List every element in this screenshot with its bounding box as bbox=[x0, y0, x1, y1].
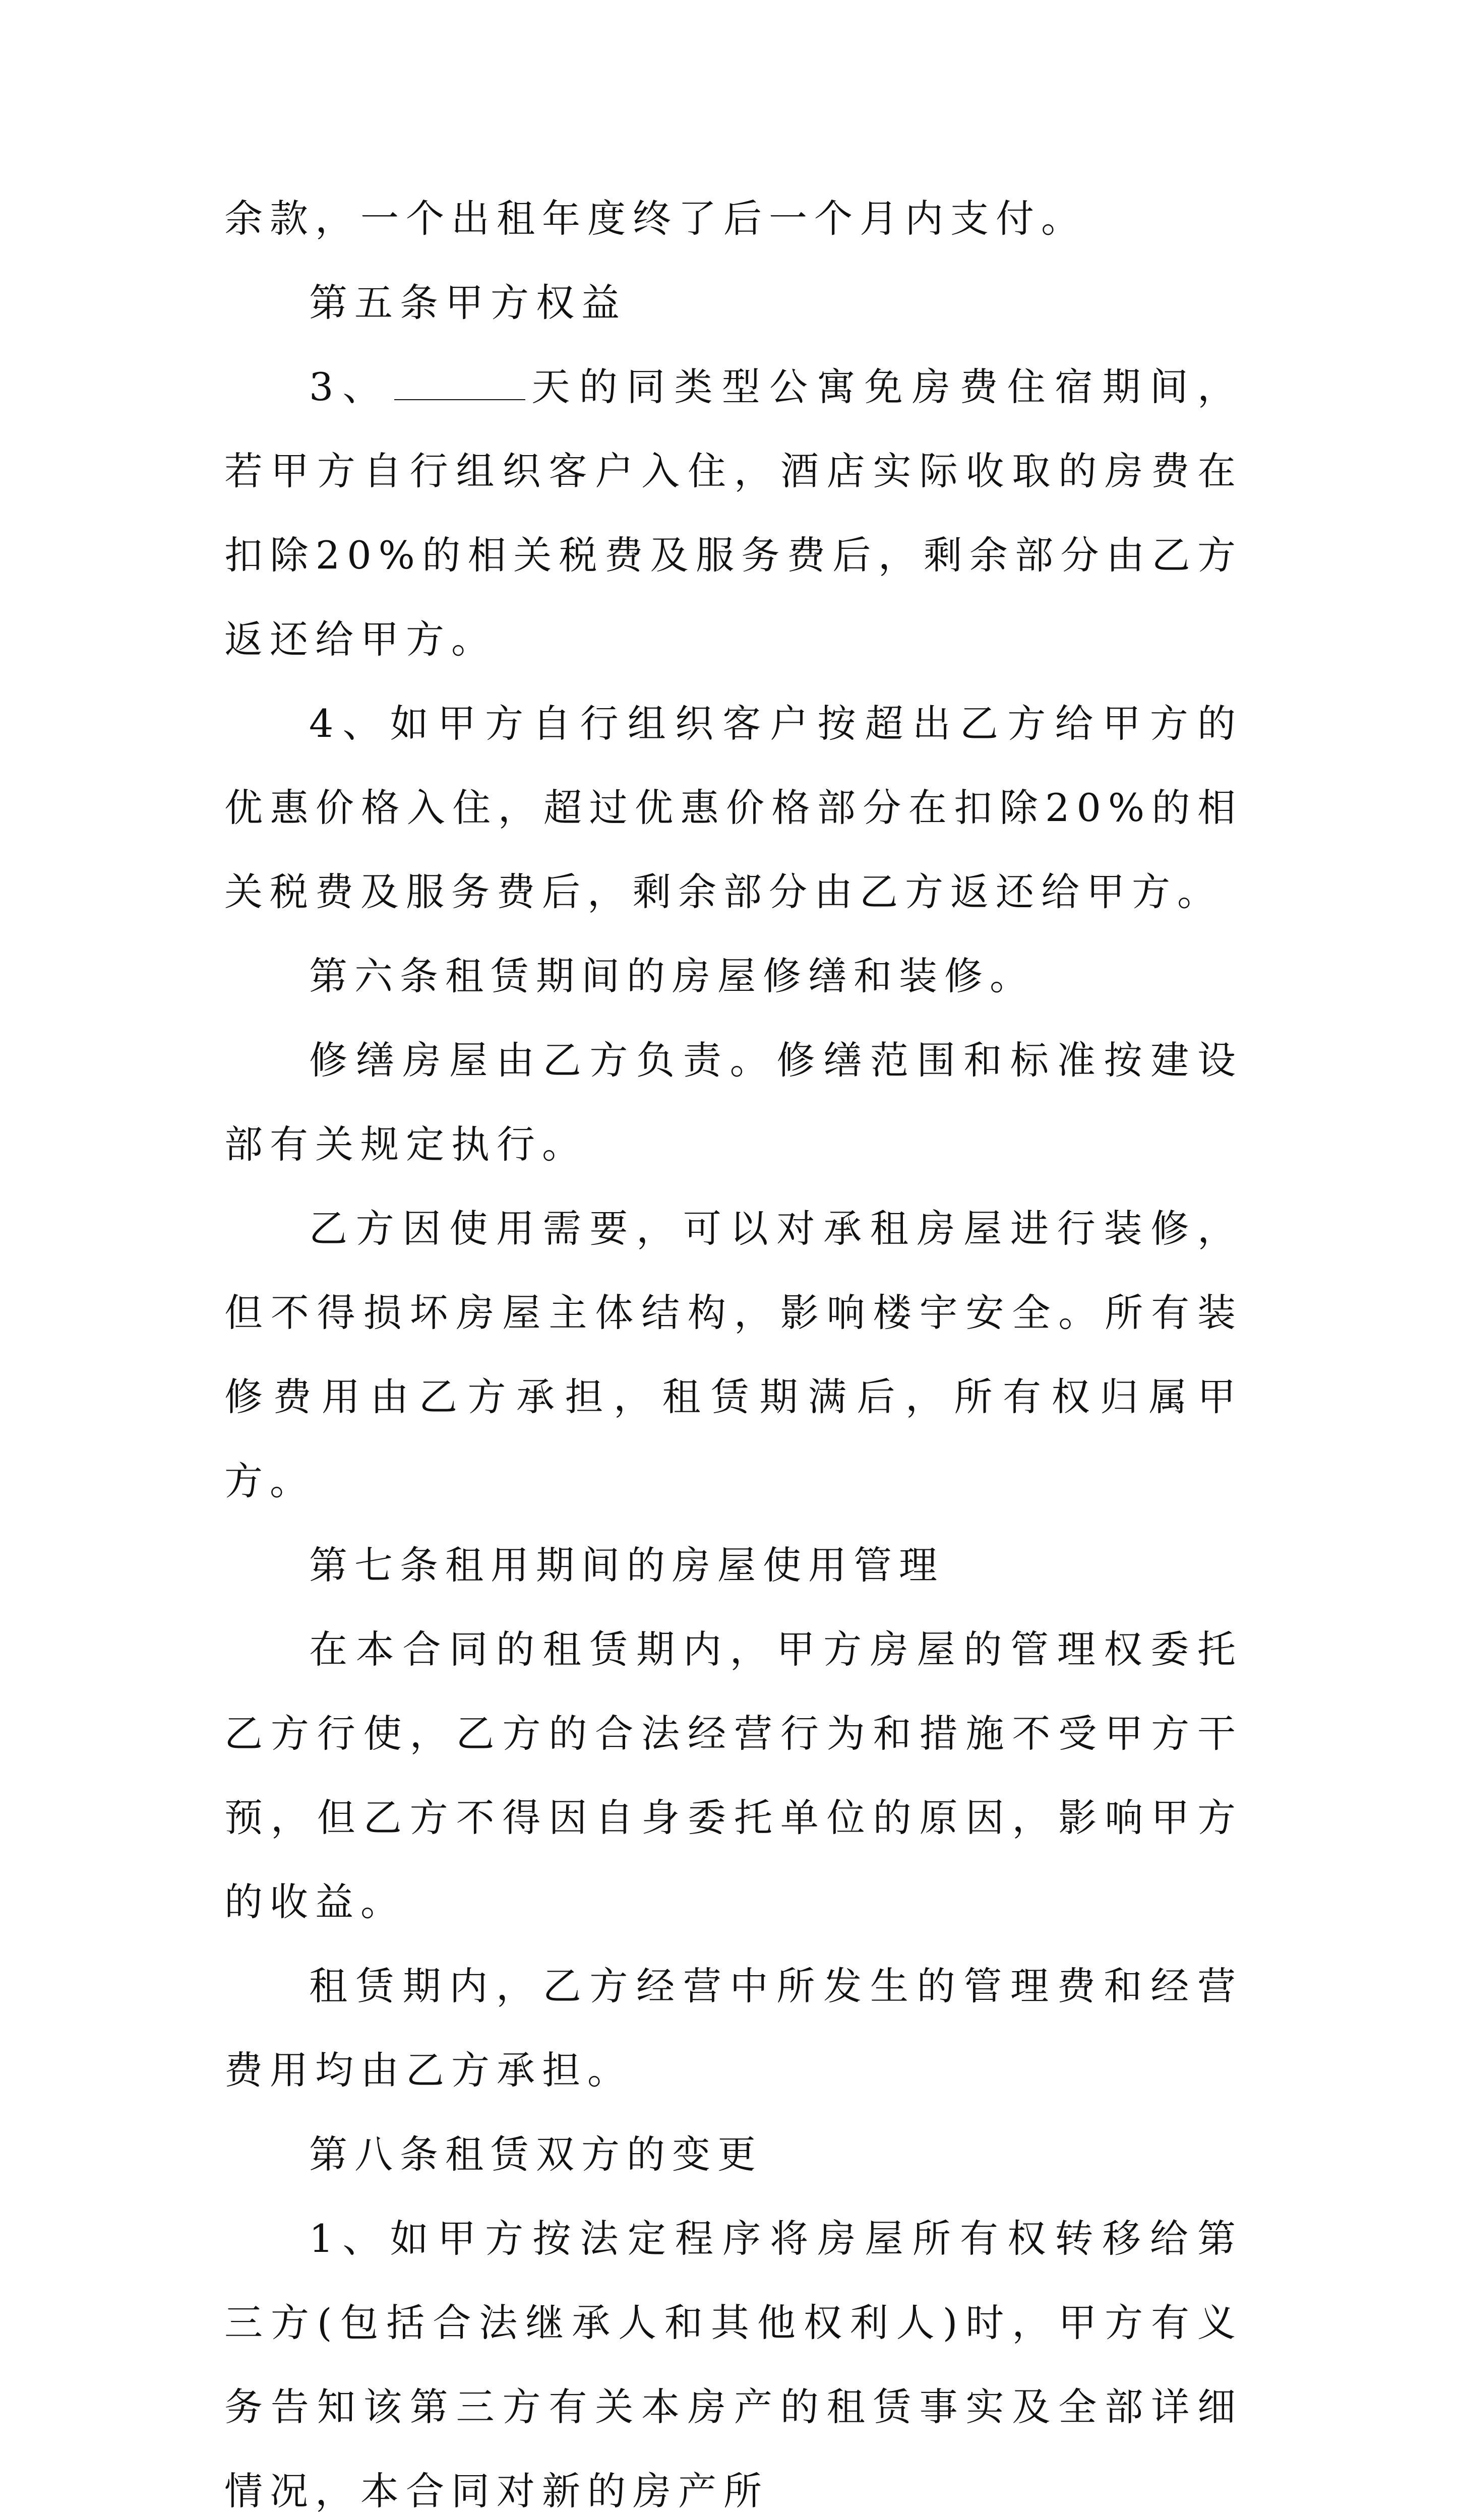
paragraph-item-4: 4、如甲方自行组织客户按超出乙方给甲方的优惠价格入住，超过优惠价格部分在扣除20%的相关税费及服务费后，剩余部分由乙方返还给甲方。 bbox=[224, 701, 1243, 914]
paragraph-item-3 bbox=[224, 345, 1243, 681]
blank-fill-line bbox=[394, 399, 525, 400]
paragraph-renovation: 乙方因使用需要，可以对承租房屋进行装修，但不得损坏房屋主体结构，影响楼宇安全。所有装修费用由乙方承担，租赁期满后，所有权归属甲方。 bbox=[224, 1206, 1243, 1503]
item-3-text: 天的同类型公寓免房费住宿期间，若甲方自行组织客户入住，酒店实际收取的房费在扣除20%的相关税费及服务费后，剩余部分由乙方返还给甲方。 bbox=[224, 364, 1243, 662]
paragraph-balance-payment: 余款，一个出租年度终了后一个月内支付。 bbox=[224, 196, 1086, 241]
item-3-prefix: 3、 bbox=[309, 364, 391, 409]
paragraph-ownership-transfer: 1、如甲方按法定程序将房屋所有权转移给第三方(包括合法继承人和其他权利人)时，甲方有义务告知该第三方有关本房产的租赁事实及全部详细情况，本合同对新的房产所 bbox=[224, 2216, 1243, 2513]
document-body bbox=[224, 176, 1243, 2520]
heading-article-5: 第五条甲方权益 bbox=[309, 280, 627, 325]
heading-article-8: 第八条租赁双方的变更 bbox=[309, 2132, 763, 2177]
paragraph-management-fees: 租赁期内，乙方经营中所发生的管理费和经营费用均由乙方承担。 bbox=[224, 1964, 1243, 2093]
heading-article-6: 第六条租赁期间的房屋修缮和装修。 bbox=[309, 954, 1035, 998]
heading-article-7: 第七条租用期间的房屋使用管理 bbox=[309, 1543, 944, 1588]
paragraph-management-rights: 在本合同的租赁期内，甲方房屋的管理权委托乙方行使，乙方的合法经营行为和措施不受甲方干预，但乙方不得因自身委托单位的原因，影响甲方的收益。 bbox=[224, 1627, 1243, 1924]
paragraph-repair: 修缮房屋由乙方负责。修缮范围和标准按建设部有关规定执行。 bbox=[224, 1038, 1243, 1167]
